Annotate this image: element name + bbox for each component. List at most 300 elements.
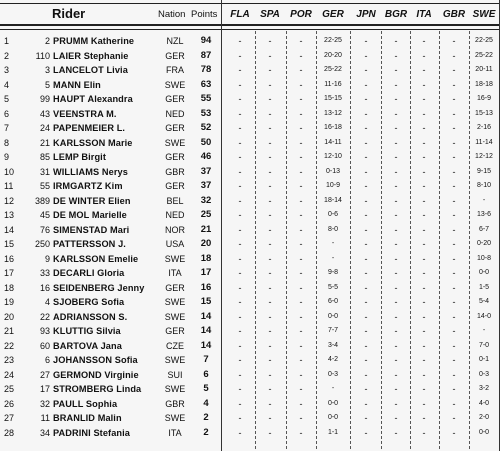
row-result-swe: 4-0: [478, 399, 490, 407]
row-result-ger: 5-5: [327, 283, 339, 291]
row-result-jpn: -: [364, 311, 368, 322]
row-rider-name: STROMBERG Linda: [53, 384, 142, 394]
row-points: 94: [200, 35, 212, 46]
row-rider-name: HAUPT Alexandra: [53, 94, 133, 104]
row-result-bgr: -: [394, 195, 398, 206]
row-position: 11: [4, 181, 14, 191]
row-result-jpn: -: [364, 398, 368, 409]
row-result-ger: 0-13: [325, 167, 340, 175]
row-result-jpn: -: [364, 195, 368, 206]
row-result-ger: 12-10: [324, 153, 342, 160]
row-result-gbr: -: [452, 297, 456, 307]
row-result-fla: -: [238, 137, 242, 148]
table-row: [0, 252, 500, 266]
row-rider-number: 9: [44, 253, 50, 264]
row-result-ger: 14-11: [324, 138, 342, 146]
row-nation: BEL: [166, 195, 184, 206]
row-result-fla: -: [238, 224, 242, 235]
row-points: 25: [200, 209, 212, 220]
header-event-fla: FLA: [230, 9, 250, 20]
row-result-fla: -: [238, 166, 242, 177]
header-rider: Rider: [52, 6, 86, 21]
row-result-ita: -: [422, 50, 426, 61]
row-result-por: -: [299, 50, 303, 61]
row-result-gbr: -: [452, 50, 456, 61]
table-row: [0, 223, 500, 237]
row-result-fla: -: [238, 79, 242, 90]
row-position: 20: [4, 311, 15, 322]
row-position: 23: [4, 355, 15, 365]
row-result-jpn: -: [364, 239, 368, 249]
row-result-bgr: -: [394, 137, 398, 148]
row-result-ger: -: [331, 385, 335, 392]
row-rider-number: 34: [39, 427, 50, 438]
row-result-spa: -: [268, 282, 272, 293]
row-points: 15: [200, 296, 212, 307]
row-result-ita: -: [422, 181, 426, 191]
row-result-ger: 15-15: [324, 95, 342, 102]
row-result-bgr: -: [394, 311, 398, 322]
row-result-fla: -: [238, 297, 242, 307]
row-result-fla: -: [238, 152, 242, 162]
table-row: [0, 382, 500, 396]
row-result-jpn: -: [364, 123, 368, 133]
row-nation: SWE: [164, 253, 186, 264]
row-result-fla: -: [238, 282, 242, 293]
row-result-por: -: [299, 413, 303, 423]
row-result-ger: 13-12: [324, 109, 342, 117]
row-nation: ITA: [168, 427, 182, 438]
row-result-jpn: -: [364, 181, 368, 191]
row-nation: SWE: [164, 413, 186, 423]
row-result-ita: -: [422, 137, 426, 148]
row-result-bgr: -: [394, 239, 398, 249]
row-nation: SUI: [167, 369, 183, 380]
table-row: [0, 295, 500, 309]
row-result-swe: 1-5: [478, 283, 490, 291]
row-rider-name: VEENSTRA M.: [53, 108, 117, 119]
row-result-por: -: [299, 398, 303, 409]
row-rider-name: WILLIAMS Nerys: [53, 166, 128, 177]
row-result-ger: 16-18: [324, 124, 342, 131]
row-result-spa: -: [268, 355, 272, 365]
row-rider-name: SIMENSTAD Mari: [53, 224, 130, 235]
row-rider-name: LEMP Birgit: [53, 152, 106, 162]
row-result-swe: 15-13: [475, 109, 493, 117]
row-position: 19: [4, 297, 15, 307]
row-result-fla: -: [238, 398, 242, 409]
row-result-gbr: -: [452, 427, 456, 438]
row-result-spa: -: [268, 239, 272, 249]
row-result-fla: -: [238, 65, 242, 75]
row-result-fla: -: [238, 369, 242, 380]
row-result-spa: -: [268, 297, 272, 307]
table-row: [0, 397, 500, 411]
row-result-gbr: -: [452, 210, 456, 220]
row-position: 21: [4, 326, 15, 336]
row-result-swe: 0-0: [478, 269, 490, 276]
row-result-ger: 18-14: [324, 196, 342, 204]
row-result-fla: -: [238, 181, 242, 191]
row-position: 24: [4, 369, 15, 380]
table-row: [0, 136, 500, 150]
row-result-jpn: -: [364, 210, 368, 220]
row-result-gbr: -: [452, 137, 456, 148]
row-result-ita: -: [422, 398, 426, 409]
row-result-swe: 8-10: [476, 182, 491, 189]
row-result-ita: -: [422, 413, 426, 423]
row-result-spa: -: [268, 36, 272, 46]
row-result-ger: 8-0: [327, 225, 339, 233]
row-result-fla: -: [238, 253, 242, 264]
row-points: 6: [203, 368, 209, 380]
row-rider-name: KLUTTIG Silvia: [53, 326, 121, 336]
row-result-swe: -: [482, 327, 486, 334]
row-position: 4: [4, 79, 10, 90]
row-nation: GBR: [165, 398, 185, 409]
row-result-bgr: -: [394, 224, 398, 235]
row-result-swe: 0-20: [476, 240, 491, 247]
row-result-gbr: -: [452, 384, 456, 394]
row-result-bgr: -: [394, 268, 398, 278]
row-rider-number: 27: [39, 369, 50, 380]
row-result-bgr: -: [394, 413, 398, 423]
row-result-ita: -: [422, 427, 426, 438]
row-result-swe: 12-12: [475, 153, 493, 160]
table-row: [0, 63, 500, 77]
row-result-jpn: -: [364, 340, 368, 351]
row-rider-name: SEIDENBERG Jenny: [53, 282, 145, 293]
row-result-ita: -: [422, 152, 426, 162]
row-result-fla: -: [238, 210, 242, 220]
row-rider-name: ADRIANSSON S.: [53, 311, 128, 322]
header-points: Points: [191, 9, 218, 20]
row-result-spa: -: [268, 181, 272, 191]
row-result-fla: -: [238, 355, 242, 365]
row-result-swe: 22-25: [475, 37, 493, 44]
table-row: [0, 339, 500, 353]
row-position: 27: [4, 413, 15, 423]
table-row: [0, 310, 500, 324]
row-result-swe: 14-0: [476, 312, 491, 320]
row-position: 15: [4, 239, 15, 249]
row-position: 9: [4, 152, 10, 162]
row-rider-number: 250: [34, 239, 50, 249]
row-result-ger: 4-2: [327, 356, 339, 363]
row-result-ita: -: [422, 297, 426, 307]
row-points: 87: [200, 49, 212, 61]
row-result-bgr: -: [394, 398, 398, 409]
row-result-spa: -: [268, 413, 272, 423]
row-result-spa: -: [268, 94, 272, 104]
row-result-por: -: [299, 36, 303, 46]
row-result-jpn: -: [364, 282, 368, 293]
row-result-ger: 0-0: [327, 399, 339, 407]
row-rider-name: SJOBERG Sofia: [53, 297, 125, 307]
row-result-por: -: [299, 108, 303, 119]
row-rider-number: 32: [39, 398, 50, 409]
row-result-fla: -: [238, 384, 242, 394]
row-result-jpn: -: [364, 326, 368, 336]
row-result-swe: 2-16: [476, 124, 491, 131]
row-result-spa: -: [268, 224, 272, 235]
row-position: 22: [4, 340, 15, 351]
row-result-bgr: -: [394, 94, 398, 104]
row-result-por: -: [299, 166, 303, 177]
table-row: [0, 353, 500, 367]
row-nation: SWE: [164, 311, 186, 322]
row-result-swe: 0-0: [478, 428, 490, 436]
row-result-bgr: -: [394, 384, 398, 394]
row-result-jpn: -: [364, 384, 368, 394]
row-rider-number: 99: [39, 94, 50, 104]
row-result-fla: -: [238, 326, 242, 336]
row-rider-name: GERMOND Virginie: [53, 369, 139, 380]
row-points: 20: [200, 238, 212, 249]
table-row: [0, 324, 500, 338]
row-result-swe: 11-14: [475, 138, 493, 146]
row-result-ita: -: [422, 224, 426, 235]
table-row: [0, 121, 500, 135]
row-result-bgr: -: [394, 297, 398, 307]
table-row: [0, 34, 500, 48]
row-result-spa: -: [268, 340, 272, 351]
row-result-fla: -: [238, 50, 242, 61]
row-result-bgr: -: [394, 369, 398, 380]
row-result-gbr: -: [452, 123, 456, 133]
row-result-por: -: [299, 297, 303, 307]
row-result-ger: 9-8: [327, 269, 339, 276]
row-result-jpn: -: [364, 253, 368, 264]
row-rider-name: PRUMM Katherine: [53, 36, 135, 46]
row-result-por: -: [299, 427, 303, 438]
row-nation: ITA: [168, 268, 182, 278]
row-result-por: -: [299, 181, 303, 191]
row-rider-name: KARLSSON Marie: [53, 137, 133, 148]
row-position: 3: [4, 65, 10, 75]
row-result-bgr: -: [394, 253, 398, 264]
row-result-jpn: -: [364, 65, 368, 75]
row-rider-number: 31: [39, 166, 50, 177]
row-result-gbr: -: [452, 398, 456, 409]
row-result-swe: 10-8: [476, 254, 491, 262]
header-nation: Nation: [158, 9, 186, 20]
row-nation: GER: [165, 123, 185, 133]
row-result-ita: -: [422, 384, 426, 394]
row-rider-name: PADRINI Stefania: [53, 427, 130, 438]
row-result-ger: 25-22: [324, 66, 342, 73]
row-points: 63: [200, 78, 212, 90]
row-result-fla: -: [238, 123, 242, 133]
row-rider-number: 5: [44, 79, 50, 90]
row-result-ita: -: [422, 239, 426, 249]
row-result-spa: -: [268, 369, 272, 380]
row-result-bgr: -: [394, 355, 398, 365]
row-result-gbr: -: [452, 79, 456, 90]
row-position: 13: [4, 210, 15, 220]
row-result-fla: -: [238, 268, 242, 278]
row-result-por: -: [299, 195, 303, 206]
row-rider-number: 4: [44, 297, 50, 307]
row-result-fla: -: [238, 36, 242, 46]
row-result-ita: -: [422, 210, 426, 220]
row-points: 14: [200, 310, 212, 322]
row-points: 32: [200, 194, 212, 206]
row-result-spa: -: [268, 65, 272, 75]
row-rider-name: KARLSSON Emelie: [53, 253, 139, 264]
row-result-por: -: [299, 210, 303, 220]
table-row: [0, 49, 500, 63]
table-row: [0, 194, 500, 208]
table-row: [0, 368, 500, 382]
row-result-ita: -: [422, 282, 426, 293]
row-result-gbr: -: [452, 108, 456, 119]
row-result-jpn: -: [364, 268, 368, 278]
row-position: 18: [4, 282, 15, 293]
row-result-por: -: [299, 152, 303, 162]
row-result-bgr: -: [394, 79, 398, 90]
row-points: 78: [200, 64, 212, 75]
row-rider-number: 85: [39, 152, 50, 162]
header-event-bgr: BGR: [384, 9, 408, 20]
table-row: [0, 165, 500, 179]
row-rider-name: PATTERSSON J.: [53, 239, 126, 249]
row-position: 1: [4, 36, 10, 46]
row-result-fla: -: [238, 94, 242, 104]
row-result-por: -: [299, 268, 303, 278]
row-points: 2: [203, 426, 209, 438]
row-result-jpn: -: [364, 137, 368, 148]
row-result-por: -: [299, 340, 303, 351]
row-result-gbr: -: [452, 65, 456, 75]
row-nation: GER: [165, 94, 185, 104]
row-nation: GER: [165, 152, 185, 162]
row-result-por: -: [299, 94, 303, 104]
row-nation: CZE: [166, 340, 184, 351]
table-row: [0, 411, 500, 425]
row-rider-number: 43: [39, 108, 50, 119]
row-nation: GER: [165, 181, 185, 191]
row-result-spa: -: [268, 384, 272, 394]
row-result-bgr: -: [394, 152, 398, 162]
row-rider-name: PAPENMEIER L.: [53, 123, 126, 133]
row-rider-name: LAIER Stephanie: [53, 50, 129, 61]
row-result-swe: 16-9: [476, 95, 491, 102]
row-result-spa: -: [268, 108, 272, 119]
row-result-por: -: [299, 65, 303, 75]
row-points: 37: [200, 180, 212, 191]
row-result-ita: -: [422, 79, 426, 90]
header-event-spa: SPA: [260, 9, 280, 20]
row-points: 14: [200, 325, 212, 336]
row-result-ita: -: [422, 311, 426, 322]
row-nation: GER: [165, 50, 185, 61]
table-row: [0, 78, 500, 92]
row-result-por: -: [299, 239, 303, 249]
table-row: [0, 426, 500, 440]
row-result-ger: 10-9: [325, 182, 340, 189]
row-nation: NOR: [165, 224, 185, 235]
row-result-jpn: -: [364, 50, 368, 61]
row-rider-number: 2: [44, 36, 50, 46]
row-result-swe: 6-7: [478, 225, 490, 233]
row-nation: NED: [165, 108, 185, 119]
table-row: [0, 266, 500, 280]
row-result-gbr: -: [452, 239, 456, 249]
row-position: 25: [4, 384, 15, 394]
row-result-gbr: -: [452, 195, 456, 206]
row-nation: SWE: [164, 355, 186, 365]
table-row: [0, 179, 500, 193]
row-result-spa: -: [268, 123, 272, 133]
row-points: 55: [200, 93, 212, 104]
row-rider-name: DE WINTER Elien: [53, 195, 131, 206]
row-result-fla: -: [238, 311, 242, 322]
row-result-spa: -: [268, 427, 272, 438]
row-points: 50: [200, 136, 212, 148]
row-rider-number: 17: [39, 384, 50, 394]
row-position: 2: [4, 50, 10, 61]
row-rider-number: 16: [39, 282, 50, 293]
row-points: 14: [200, 339, 212, 351]
row-result-ita: -: [422, 355, 426, 365]
row-result-spa: -: [268, 326, 272, 336]
row-nation: NZL: [166, 36, 184, 46]
row-rider-number: 3: [44, 65, 50, 75]
row-result-jpn: -: [364, 297, 368, 307]
row-result-spa: -: [268, 137, 272, 148]
row-rider-number: 22: [39, 311, 50, 322]
row-rider-number: 110: [35, 50, 50, 61]
row-result-por: -: [299, 355, 303, 365]
row-result-swe: 5-4: [478, 298, 490, 305]
row-nation: GER: [165, 282, 185, 293]
row-nation: SWE: [164, 137, 186, 148]
row-result-swe: 2-0: [478, 414, 490, 421]
row-rider-name: LANCELOT Livia: [53, 65, 128, 75]
row-result-por: -: [299, 311, 303, 322]
row-result-spa: -: [268, 79, 272, 90]
row-result-jpn: -: [364, 355, 368, 365]
row-result-fla: -: [238, 108, 242, 119]
row-result-jpn: -: [364, 224, 368, 235]
row-result-gbr: -: [452, 282, 456, 293]
row-result-spa: -: [268, 311, 272, 322]
row-points: 17: [200, 267, 212, 278]
row-result-gbr: -: [452, 181, 456, 191]
row-points: 5: [203, 383, 209, 394]
row-result-bgr: -: [394, 326, 398, 336]
row-points: 37: [200, 165, 212, 177]
table-row: [0, 208, 500, 222]
row-position: 5: [4, 94, 10, 104]
row-result-swe: 20-11: [475, 66, 493, 73]
row-result-swe: -: [482, 196, 486, 204]
row-points: 18: [200, 252, 212, 264]
row-result-swe: 9-15: [476, 167, 491, 175]
row-result-ita: -: [422, 340, 426, 351]
row-result-jpn: -: [364, 94, 368, 104]
row-result-spa: -: [268, 268, 272, 278]
row-rider-number: 389: [34, 195, 50, 206]
row-result-spa: -: [268, 398, 272, 409]
row-rider-name: MANN Elin: [53, 79, 101, 90]
row-result-jpn: -: [364, 427, 368, 438]
row-position: 7: [4, 123, 10, 133]
row-points: 52: [200, 122, 212, 133]
row-result-bgr: -: [394, 65, 398, 75]
row-result-bgr: -: [394, 123, 398, 133]
